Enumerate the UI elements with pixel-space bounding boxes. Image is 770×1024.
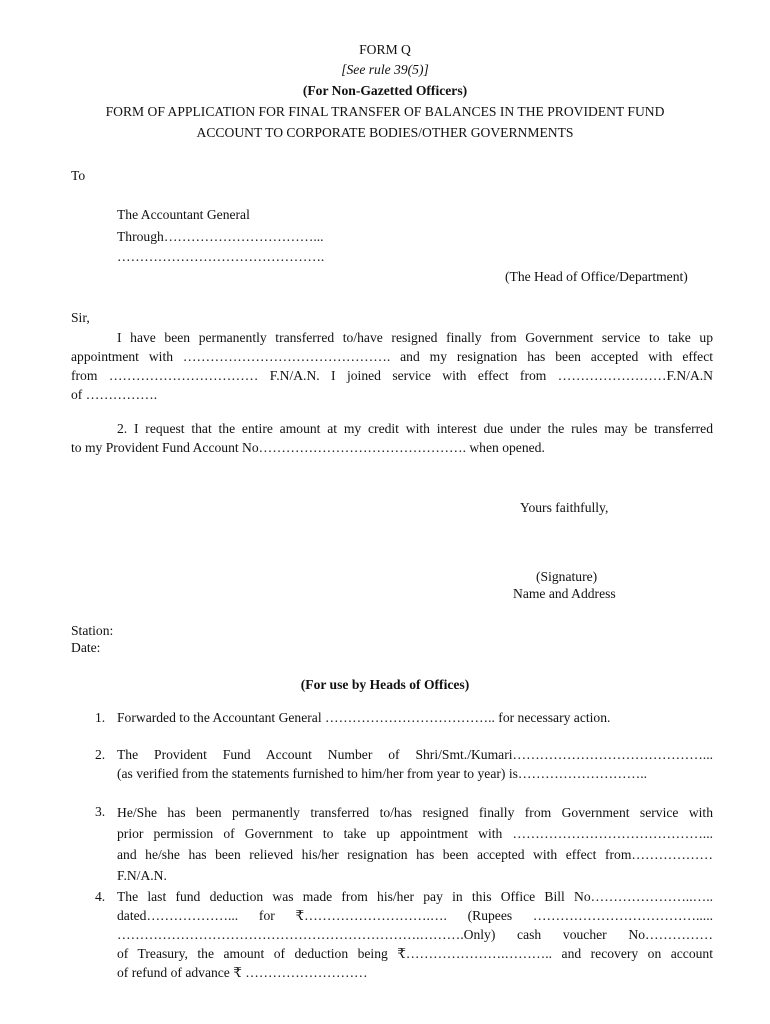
- item-line: prior permission of Government to take up appointment with ……………………………………...: [117, 826, 713, 841]
- item-line: The Provident Fund Account Number of Shri/Smt./Kumari……………………………………...: [117, 747, 713, 762]
- closing-yours-faithfully: Yours faithfully,: [520, 500, 609, 515]
- head-of-office-label: (The Head of Office/Department): [505, 269, 688, 284]
- office-section-heading: (For use by Heads of Offices): [300, 677, 470, 692]
- item-number: 3.: [95, 804, 106, 819]
- office-item-4: [117, 887, 713, 982]
- form-name: FORM Q: [359, 42, 411, 57]
- item-line: dated………………... for ₹……………………….…. (Rupees ……………………………….....: [117, 908, 713, 923]
- to-label: To: [71, 168, 86, 183]
- paragraph-1-line: appointment with ………………………………………. and my resignation has been accepted with effect: [71, 349, 713, 364]
- through-line: Through……………………………...: [117, 229, 324, 244]
- item-line: of Treasury, the amount of deduction being ₹………………….……….. and recovery on account: [117, 946, 713, 961]
- item-number: 2.: [95, 747, 106, 762]
- item-line: F.N/A.N.: [117, 868, 167, 883]
- paragraph-1-line: from …………………………… F.N/A.N. I joined service with effect from ……………………F.N/A.N: [71, 368, 713, 383]
- office-item-1: [117, 708, 713, 727]
- date-label: Date:: [71, 640, 101, 655]
- paragraph-2: [71, 419, 713, 457]
- item-line: and he/she has been relieved his/her resignation has been accepted with effect from………………: [117, 847, 713, 862]
- item-line: Forwarded to the Accountant General ……………………………….. for necessary action.: [117, 710, 611, 725]
- rule-reference: [See rule 39(5)]: [341, 62, 429, 77]
- form-title-line-1: FORM OF APPLICATION FOR FINAL TRANSFER OF BALANCES IN THE PROVIDENT FUND: [105, 104, 665, 119]
- item-line: of refund of advance ₹ ………………………: [117, 965, 368, 980]
- recipient-name: The Accountant General: [117, 207, 250, 222]
- address-blank-line: ……………………………………….: [117, 249, 325, 264]
- item-line: The last fund deduction was made from his/her pay in this Office Bill No…………………..…..: [117, 889, 713, 904]
- item-line: He/She has been permanently transferred to/has resigned finally from Government service with: [117, 805, 713, 820]
- item-number: 4.: [95, 889, 106, 904]
- item-number: 1.: [95, 710, 106, 725]
- station-label: Station:: [71, 623, 114, 638]
- form-title-line-2: ACCOUNT TO CORPORATE BODIES/OTHER GOVERNMENTS: [196, 125, 574, 140]
- item-line: (as verified from the statements furnished to him/her from year to year) is………………………..: [117, 766, 648, 781]
- paragraph-2-line: to my Provident Fund Account No………………………………………. when opened.: [71, 440, 545, 455]
- paragraph-2-line: 2. I request that the entire amount at my credit with interest due under the rules may be transferred: [117, 421, 713, 436]
- paragraph-1: [71, 328, 713, 404]
- paragraph-1-line: I have been permanently transferred to/have resigned finally from Government service to take up: [117, 330, 713, 345]
- signature-label: (Signature): [536, 569, 598, 584]
- office-item-3: [117, 802, 713, 886]
- paragraph-1-line: of …………….: [71, 387, 158, 402]
- name-and-address-label: Name and Address: [513, 586, 616, 601]
- item-line: ………………………………………………………….……….Only) cash voucher No……………: [117, 927, 713, 942]
- form-category: (For Non-Gazetted Officers): [302, 83, 468, 98]
- office-item-2: [117, 745, 713, 783]
- salutation: Sir,: [71, 310, 90, 325]
